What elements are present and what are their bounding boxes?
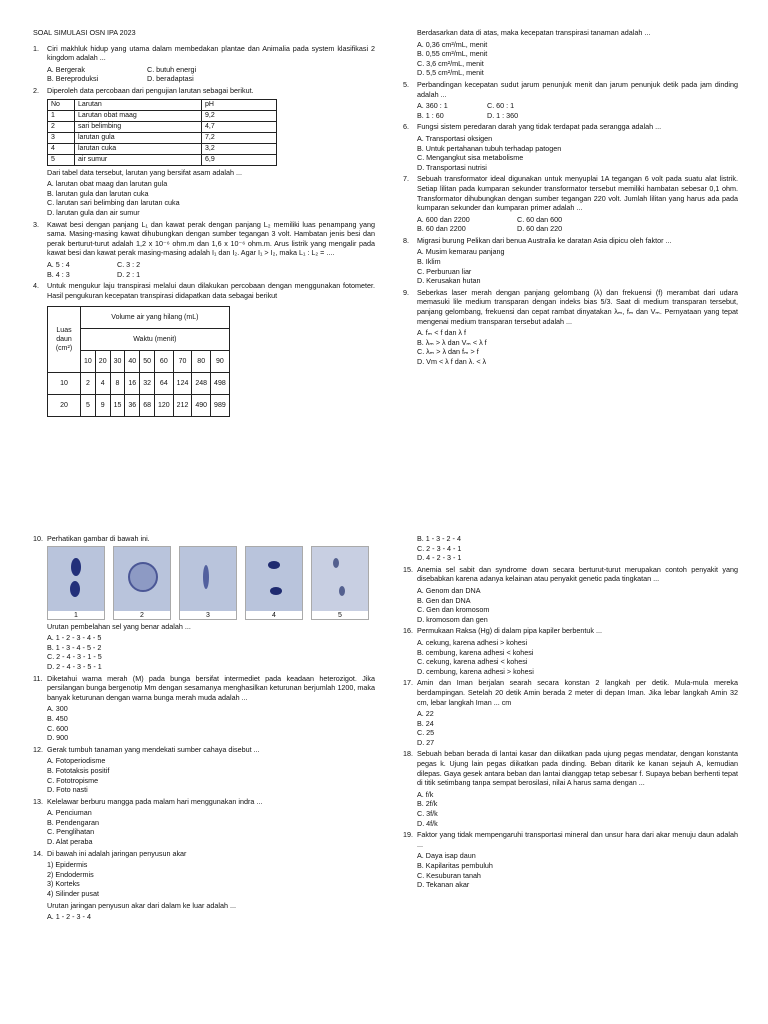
left-column-p2: 10. Perhatikan gambar di bawah ini. 1 2 3 4 5 Urutan pembelahan sel yang benar adalah ... A. 1 - 2 - 3 - 4 - 5 B. 1 - 3 - 4 - 5 - 2 C. 2 - 4 - 3 - 1 - 5 D. 2 - 4 - 3 - 5 - 1 11. Diketahui warna merah (M) pada bunga bersifat intermediet pada keadaan heterozigot. Jika persilangan bunga bergenotip Mm dengan sesamanya menghasilkan keturunan berjumlah 1200, maka banyak keturunan dengan warna bunga merah muda adalah ... A. 300 B. 450 C. 600 D. 900 12. Gerak tumbuh tanaman yang mendekati sumber cahaya disebut ... A. Fotoperiodisme B. Fototaksis positif C. Fototropisme D. Foto nasti 13. Kelelawar berburu mangga pada malam hari menggunakan indra ... A. Penciuman B. Pendengaran C. Penglihatan D. Alat peraba 14. Di bawah ini adalah jaringan penyusun akar 1) Epidermis 2) Endodermis 3) Korteks 4) Silinder pusat Urutan jaringan penyusun akar dari dalam ke luar adalah ... A. 1 - 2 - 3 - 4 — [33, 534, 375, 922]
question-6: 6. Fungsi sistem peredaran darah yang tidak terdapat pada serangga adalah ... — [403, 122, 662, 132]
table-row: 20 5 9 15 36 68 120 212 490 989 — [48, 395, 230, 417]
q14-options-a: A. 1 - 2 - 3 - 4 — [47, 912, 91, 922]
cell-nucleus-icon — [114, 547, 170, 609]
cell-image-5: 5 — [311, 546, 369, 620]
q2-options: A. larutan obat maag dan larutan gula B. larutan gula dan larutan cuka C. larutan sari belimbing dan larutan cuka D. larutan gula dan air sumur — [47, 179, 180, 217]
question-18: 18. Sebuah beban berada di lantai kasar dan diikatkan pada ujung pegas mendatar, dengan konstanta pegas k. Ujung lain pegas diikatkan pada dinding. Beban ditarik ke kanan sejauh A, kemudian dilepas. Gaya gesek antara beban dan lantai dianggap tetap sebesar f. Supaya beban berhenti tepat di titik setimbang tanpa sempat berosilasi, nilai A harus sama dengan ... — [403, 749, 738, 788]
q18-options: A. f/k B. 2f/k C. 3f/k D. 4f/k — [417, 789, 438, 828]
q17-options: A. 22 B. 24 C. 25 D. 27 — [417, 709, 435, 747]
q6-options: A. Transportasi oksigen B. Untuk pertahanan tubuh terhadap patogen C. Mengangkut sisa metabolisme D. Transportasi nutrisi — [417, 133, 562, 172]
page-2 — [0, 512, 768, 1024]
q14-options-rest: B. 1 - 3 - 2 - 4 C. 2 - 3 - 4 - 1 D. 4 - 2 - 3 - 1 — [417, 534, 462, 563]
question-16: 16. Permukaan Raksa (Hg) di dalam pipa kapiler berbentuk ... — [403, 626, 602, 636]
question-8: 8. Migrasi burung Pelikan dari benua Australia ke daratan Asia dipicu oleh faktor ... — [403, 235, 672, 245]
q13-options: A. Penciuman B. Pendengaran C. Penglihatan D. Alat peraba — [47, 808, 99, 847]
question-4: 4. Untuk mengukur laju transpirasi melalui daun dilakukan percobaan dengan menggunakan fotometer. Hasil pengukuran kecepatan transpirasi didapatkan data sebagai berikut — [33, 281, 375, 300]
cell-nucleus-icon — [246, 547, 302, 609]
question-19: 19. Faktor yang tidak mempengaruhi transportasi mineral dan unsur hara dari akar menuju daun adalah ... — [403, 830, 738, 849]
cell-nucleus-icon — [180, 547, 236, 609]
q5-options: A. 360 : 1 C. 60 : 1 B. 1 : 60 D. 1 : 360 — [417, 101, 519, 120]
question-7: 7. Sebuah transformator ideal digunakan untuk menyuplai 1A tegangan 6 volt pada suatu alat listrik. Setiap lilitan pada kumparan sekunder transformator tersebut memiliki hambatan sebesar 0,1 ohm. Transformator dihubungkan dengan sumber tegangan 220 volt. Jumlah lilitan yang harus ada pada kumparan sekunder dan kumparan primer adalah ... — [403, 174, 738, 213]
right-column-p1: Berdasarkan data di atas, maka kecepatan transpirasi tanaman adalah ... A. 0,36 cm²/mL, menit B. 0,55 cm²/mL, menit C. 3,6 cm²/mL, menit D. 5,5 cm²/mL, menit 5. Perbandingan kecepatan sudut jarum penunjuk menit dan jarum penunjuk detik pada jam dinding adalah ... A. 360 : 1 C. 60 : 1 B. 1 : 60 D. 1 : 360 6. Fungsi sistem peredaran darah yang tidak terdapat pada serangga adalah ... A. Transportasi oksigen B. Untuk pertahanan tubuh terhadap patogen C. Mengangkut sisa metabolisme D. Transportasi nutrisi 7. Sebuah transformator ideal digunakan untuk menyuplai 1A tegangan 6 volt pada suatu alat listrik. Setiap lilitan pada kumparan sekunder transformator tersebut memiliki hambatan sebesar 0,1 ohm. Transformator dihubungkan dengan sumber tegangan 220 volt. Jumlah lilitan yang harus ada pada kumparan sekunder dan kumparan primer adalah ... A. 600 dan 2200 C. 60 dan 600 B. 60 dan 2200 D. 60 dan 220 8. Migrasi burung Pelikan dari benua Australia ke daratan Asia dipicu oleh faktor ... A. Musim kemarau panjang B. Iklim C. Perburuan liar D. Kerusakan hutan 9. Seberkas laser merah dengan panjang gelombang (λ) dan frekuensi (f) merambat dari udara memasuki lile medium transparan dengan indeks bias 5/3. Saat di medium transparan tersebut, panjang gelombang, frekuensi dan cepat rambat dinyatakan λₘ, fₘ dan Vₘ. Pernyataan yang tepat mengenai medium transparan tersebut adalah ... A. fₘ < f dan λ f B. λₘ > λ dan Vₘ < λ f C. λₘ > λ dan fₘ > f D. Vm < λ f dan λ. < λ — [403, 28, 738, 366]
q8-options: A. Musim kemarau panjang B. Iklim C. Perburuan liar D. Kerusakan hutan — [417, 247, 505, 286]
q9-options: A. fₘ < f dan λ f B. λₘ > λ dan Vₘ < λ f C. λₘ > λ dan fₘ > f D. Vm < λ f dan λ. < λ — [417, 328, 487, 366]
question-3: 3. Kawat besi dengan panjang L₁ dan kawat perak dengan panjang L₂ memiliki luas penampang yang sama. Masing-masing kawat dihubungkan dengan sumber tegangan 3 volt. Hambatan jenis besi dan perak berturut-turut adalah 1,2 x 10⁻⁶ ohm.m dan 1,6 x 10⁻⁶ ohm.m. Arus listrik yang mengalir pada kawat besi dan kawat perak masing-masing adalah I₁ dan I₂. Agar I₁ > I₂, maka L₁ : L₂ = .... — [33, 219, 375, 258]
question-12: 12. Gerak tumbuh tanaman yang mendekati sumber cahaya disebut ... — [33, 744, 260, 754]
cell-nucleus-icon — [48, 547, 104, 609]
q10-options: A. 1 - 2 - 3 - 4 - 5 B. 1 - 3 - 4 - 5 - 2 C. 2 - 4 - 3 - 1 - 5 D. 2 - 4 - 3 - 5 - 1 — [47, 633, 102, 671]
right-column-p2 — [403, 534, 738, 892]
question-15: 15. Anemia sel sabit dan syndrome down secara berturut-turut merupakan contoh penyakit yang disebabkan karena adanya kelainan atau penyakit genetic pada tingkatan ... — [403, 564, 738, 584]
question-5: 5. Perbandingan kecepatan sudut jarum penunjuk menit dan jarum penunjuk detik pada jam dinding adalah ... — [403, 79, 738, 99]
question-11: 11. Diketahui warna merah (M) pada bunga bersifat intermediet pada keadaan heterozigot. Jika persilangan bunga bergenotip Mm dengan sesamanya menghasilkan keturunan berjumlah 1200, maka banyak keturunan dengan warna bunga merah muda adalah ... — [33, 673, 375, 702]
q19-options: A. Daya isap daun B. Kapilaritas pembuluh C. Kesuburan tanah D. Tekanan akar — [417, 851, 493, 890]
table-row: 1 Larutan obat maag 9,2 — [48, 110, 277, 121]
cell-image-2: 2 — [113, 546, 171, 620]
question-2: 2. Diperoleh data percobaan dari pengujian larutan sebagai berikut. — [33, 85, 254, 95]
question-9: 9. Seberkas laser merah dengan panjang gelombang (λ) dan frekuensi (f) merambat dari udara memasuki lile medium transparan dengan indeks bias 5/3. Saat di medium transparan tersebut, panjang gelombang, frekuensi dan cepat rambat dinyatakan λₘ, fₘ dan Vₘ. Pernyataan yang tepat mengenai medium transparan tersebut adalah ... — [403, 287, 738, 326]
table-row: 5 air sumur 6,9 — [48, 154, 277, 165]
cell-image-1: 1 — [47, 546, 105, 620]
q16-options: A. cekung, karena adhesi > kohesi B. cembung, karena adhesi < kohesi C. cekung, karena adhesi < kohesi D. cembung, karena adhesi > kohesi — [417, 637, 534, 676]
q1-options: A. Bergerak C. butuh energi B. Bereproduksi D. beradaptasi — [47, 64, 197, 84]
q12-options: A. Fotoperiodisme B. Fototaksis positif C. Fototropisme D. Foto nasti — [47, 756, 110, 795]
cell-division-images — [47, 546, 375, 620]
doc-title: SOAL SIMULASI OSN IPA 2023 — [33, 28, 136, 37]
q3-options: A. 5 : 4 C. 3 : 2 B. 4 : 3 D. 2 : 1 — [47, 259, 141, 279]
table-row: 2 sari belimbing 4,7 — [48, 121, 277, 132]
q14-items: 1) Epidermis 2) Endodermis 3) Korteks 4) Silinder pusat — [47, 860, 99, 899]
q2-table: No Larutan pH 1 Larutan obat maag 9,2 2 sari belimbing 4,7 3 larutan gula 7,2 4 larutan cuka 3,2 5 air sumur 6,9 — [47, 99, 277, 166]
q15-options: A. Genom dan DNA B. Gen dan DNA C. Gen dan kromosom D. kromosom dan gen — [417, 585, 490, 624]
left-column-p1: SOAL SIMULASI OSN IPA 2023 1. Ciri makhluk hidup yang utama dalam membedakan plantae dan Animalia pada system klasifikasi 2 kingdom adalah ... A. Bergerak C. butuh energi B. Bereproduksi D. beradaptasi 2. Diperoleh data percobaan dari pengujian larutan sebagai berikut. No Larutan pH 1 Larutan obat maag 9,2 2 sari belimbing 4,7 3 larutan gula 7,2 4 larutan cuka 3,2 5 air sumur 6,9 Dari tabel data tersebut, larutan yang bersifat asam adalah ... A. larutan obat maag dan larutan gula B. larutan gula dan larutan cuka C. larutan sari belimbing dan larutan cuka D. larutan gula dan air sumur 3. Kawat besi dengan panjang L₁ dan kawat perak dengan panjang L₂ memiliki luas penampang yang sama. Masing-masing kawat dihubungkan dengan sumber tegangan 3 volt. Hambatan jenis besi dan perak berturut-turut adalah 1,2 x 10⁻⁶ ohm.m dan 1,6 x 10⁻⁶ ohm.m. Arus listrik yang mengalir pada kawat besi dan kawat perak masing-masing adalah I₁ dan I₂. Agar I₁ > I₂, maka L₁ : L₂ = .... A. 5 : 4 C. 3 : 2 B. 4 : 3 D. 2 : 1 4. Untuk mengukur laju transpirasi melalui daun dilakukan percobaan dengan menggunakan fotometer. Hasil pengukuran kecepatan transpirasi didapatkan data sebagai berikut Luas daun (cm²) Volume air yang hilang (mL) Waktu (menit) 10 20 30 40 50 60 70 80 90 10 2 4 8 16 32 64 124 248 498 20 5 9 15 36 68 120 212 490 989 — [33, 28, 375, 417]
cell-image-3: 3 — [179, 546, 237, 620]
table-row: 3 larutan gula 7,2 — [48, 132, 277, 143]
q11-options: A. 300 B. 450 C. 600 D. 900 — [47, 704, 69, 743]
question-17: 17. Amin dan Iman berjalan searah secara konstan 2 langkah per detik. Mula-mula mereka berdampingan. Setelah 20 detik Amin berada 2 meter di depan Iman. Jika lebar langkah Amin 32 cm, lebar langkah Iman ... cm — [403, 678, 738, 707]
cell-nucleus-icon — [312, 547, 368, 609]
q4-table: Luas daun (cm²) Volume air yang hilang (mL) Waktu (menit) 10 20 30 40 50 60 70 80 90 10 2 4 8 16 32 64 124 248 498 20 5 9 15 36 68 120 212 490 989 — [47, 306, 230, 417]
table-row: 4 larutan cuka 3,2 — [48, 143, 277, 154]
question-1: 1. Ciri makhluk hidup yang utama dalam membedakan plantae dan Animalia pada system klasifikasi 2 kingdom adalah ... — [33, 43, 375, 63]
table-row: 10 2 4 8 16 32 64 124 248 498 — [48, 373, 230, 395]
q4-options: A. 0,36 cm²/mL, menit B. 0,55 cm²/mL, menit C. 3,6 cm²/mL, menit D. 5,5 cm²/mL, menit — [417, 39, 488, 78]
q7-options: A. 600 dan 2200 C. 60 dan 600 B. 60 dan 2200 D. 60 dan 220 — [417, 214, 563, 234]
question-13: 13. Kelelawar berburu mangga pada malam hari menggunakan indra ... — [33, 796, 263, 806]
cell-image-4: 4 — [245, 546, 303, 620]
question-10: 10. Perhatikan gambar di bawah ini. — [33, 534, 150, 543]
question-14: 14. Di bawah ini adalah jaringan penyusun akar — [33, 848, 187, 858]
